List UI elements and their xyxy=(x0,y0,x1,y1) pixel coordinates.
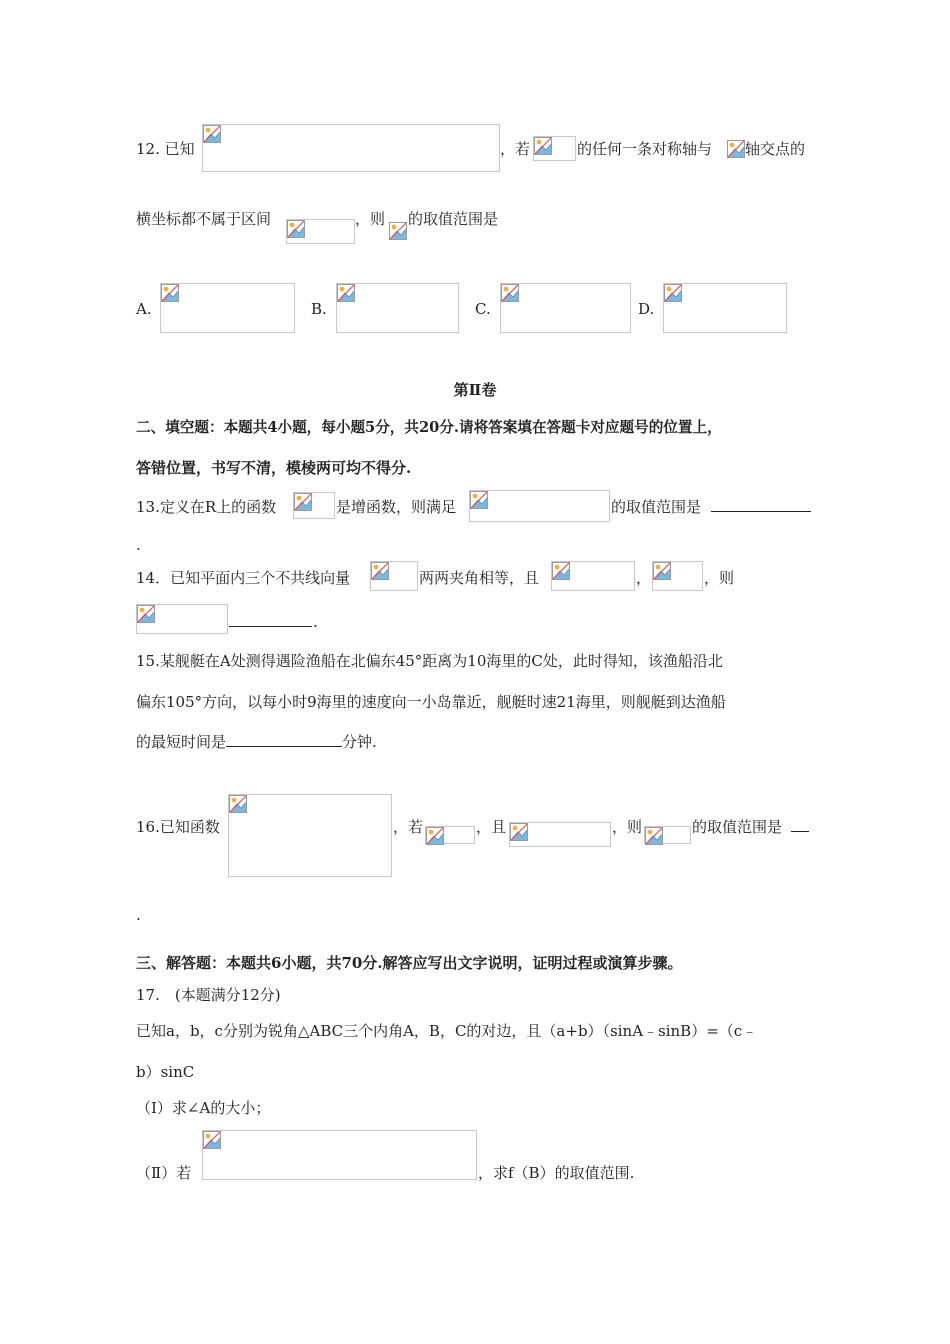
formula-image xyxy=(228,794,392,877)
broken-image-icon xyxy=(664,284,682,302)
q17-part1: （Ⅰ）求∠A的大小； xyxy=(136,1099,271,1117)
part3-heading: 三、解答题：本题共6小题，共70分.解答应写出文字说明，证明过程或演算步骤。 xyxy=(136,954,683,972)
broken-image-icon xyxy=(653,562,671,580)
broken-image-icon xyxy=(470,491,488,509)
q16-end: . xyxy=(136,906,141,924)
broken-image-icon xyxy=(203,1131,221,1149)
broken-image-icon xyxy=(294,493,312,511)
option-a-image xyxy=(160,283,295,333)
formula-image xyxy=(425,826,475,844)
q16-mid3: ，则 xyxy=(612,818,643,836)
broken-image-icon xyxy=(287,220,305,238)
q15-line3-suffix: 分钟. xyxy=(342,733,377,751)
formula-image xyxy=(533,136,576,161)
formula-image xyxy=(509,822,611,847)
q12-line2-suffix: 的取值范围是 xyxy=(408,210,499,228)
broken-image-icon xyxy=(137,605,155,623)
option-d-label: D. xyxy=(638,300,655,318)
q13-mid: 是增函数，则满足 xyxy=(336,498,457,516)
broken-image-icon xyxy=(337,284,355,302)
q13-prefix: 13.定义在R上的函数 xyxy=(136,498,277,516)
broken-image-icon xyxy=(552,562,570,580)
q12-suffix: 轴交点的 xyxy=(745,140,806,158)
q12-line2-prefix: 横坐标都不属于区间 xyxy=(136,210,272,228)
option-b-label: B. xyxy=(311,300,327,318)
broken-image-icon xyxy=(510,823,528,841)
broken-image-icon xyxy=(161,284,179,302)
q16-mid2: ，且 xyxy=(476,818,507,836)
formula-image xyxy=(370,561,418,591)
q15-line2: 偏东105°方向，以每小时9海里的速度向一小岛靠近，舰艇时速21海里，则舰艇到达渔船 xyxy=(136,693,726,711)
q15-answer-blank[interactable] xyxy=(226,732,342,747)
q17-title: 17. (本题满分12分) xyxy=(136,986,281,1004)
q13-answer-blank[interactable] xyxy=(711,497,811,517)
q15-line1: 15.某舰艇在A处测得遇险渔船在北偏东45°距离为10海里的C处，此时得知，该渔船沿北 xyxy=(136,652,723,670)
q14-prefix: 14．已知平面内三个不共线向量 xyxy=(136,569,351,587)
broken-image-icon xyxy=(727,140,745,158)
option-c-image xyxy=(500,283,631,333)
formula-image xyxy=(551,561,635,591)
q16-answer-blank[interactable] xyxy=(791,817,809,837)
q16-suffix: 的取值范围是 xyxy=(692,818,783,836)
broken-image-icon xyxy=(203,125,221,143)
part2-title: 第Ⅱ卷 xyxy=(453,381,497,399)
q15-line3-prefix: 的最短时间是 xyxy=(136,733,227,751)
formula-image xyxy=(469,490,610,522)
formula-image xyxy=(389,222,407,240)
q17-line1: 已知a，b，c分别为锐角△ABC三个内角A，B，C的对边，且（a+b）（sinA﹣sinB）=（c﹣ xyxy=(136,1022,758,1040)
option-d-image xyxy=(663,283,787,333)
formula-image xyxy=(644,826,691,844)
broken-image-icon xyxy=(426,827,444,845)
q17-part2-suffix: ，求f（B）的取值范围. xyxy=(478,1164,635,1182)
formula-image xyxy=(202,124,500,172)
q13-end: . xyxy=(136,536,141,554)
option-c-label: C. xyxy=(475,300,491,318)
q12-line1 xyxy=(136,139,195,159)
q12-line2-mid: ，则 xyxy=(355,210,386,228)
broken-image-icon xyxy=(229,795,247,813)
option-b-image xyxy=(336,283,459,333)
part2-heading-line2: 答错位置，书写不清，模棱两可均不得分. xyxy=(136,459,412,477)
q12-mid2: 的任何一条对称轴与 xyxy=(577,140,713,158)
q12-prefix: 12. 已知 xyxy=(136,140,195,158)
part2-heading-line1: 二、填空题：本题共4小题，每小题5分，共20分.请将答案填在答题卡对应题号的位置上， xyxy=(136,419,722,436)
formula-image xyxy=(727,140,745,158)
q13-suffix: 的取值范围是 xyxy=(611,498,702,516)
broken-image-icon xyxy=(389,222,407,240)
q16-prefix: 16.已知函数 xyxy=(136,818,220,836)
formula-image xyxy=(293,492,335,519)
q15-line3 xyxy=(136,732,377,752)
broken-image-icon xyxy=(371,562,389,580)
q14-comma: ， xyxy=(636,569,652,587)
broken-image-icon xyxy=(645,827,663,845)
option-a-label: A. xyxy=(136,300,152,318)
q14-end: . xyxy=(313,613,318,631)
formula-image xyxy=(652,561,703,591)
broken-image-icon xyxy=(534,137,552,155)
q14-suffix: ，则 xyxy=(704,569,735,587)
q14-mid: 两两夹角相等，且 xyxy=(419,569,540,587)
broken-image-icon xyxy=(501,284,519,302)
formula-image xyxy=(136,604,228,634)
formula-image xyxy=(286,219,355,244)
q17-line2: b）sinC xyxy=(136,1063,195,1081)
q14-answer-blank[interactable] xyxy=(229,612,312,632)
q17-part2-prefix: （Ⅱ）若 xyxy=(136,1164,192,1182)
formula-image xyxy=(202,1130,477,1180)
q12-mid1: ，若 xyxy=(500,140,531,158)
q16-mid1: ，若 xyxy=(393,818,424,836)
